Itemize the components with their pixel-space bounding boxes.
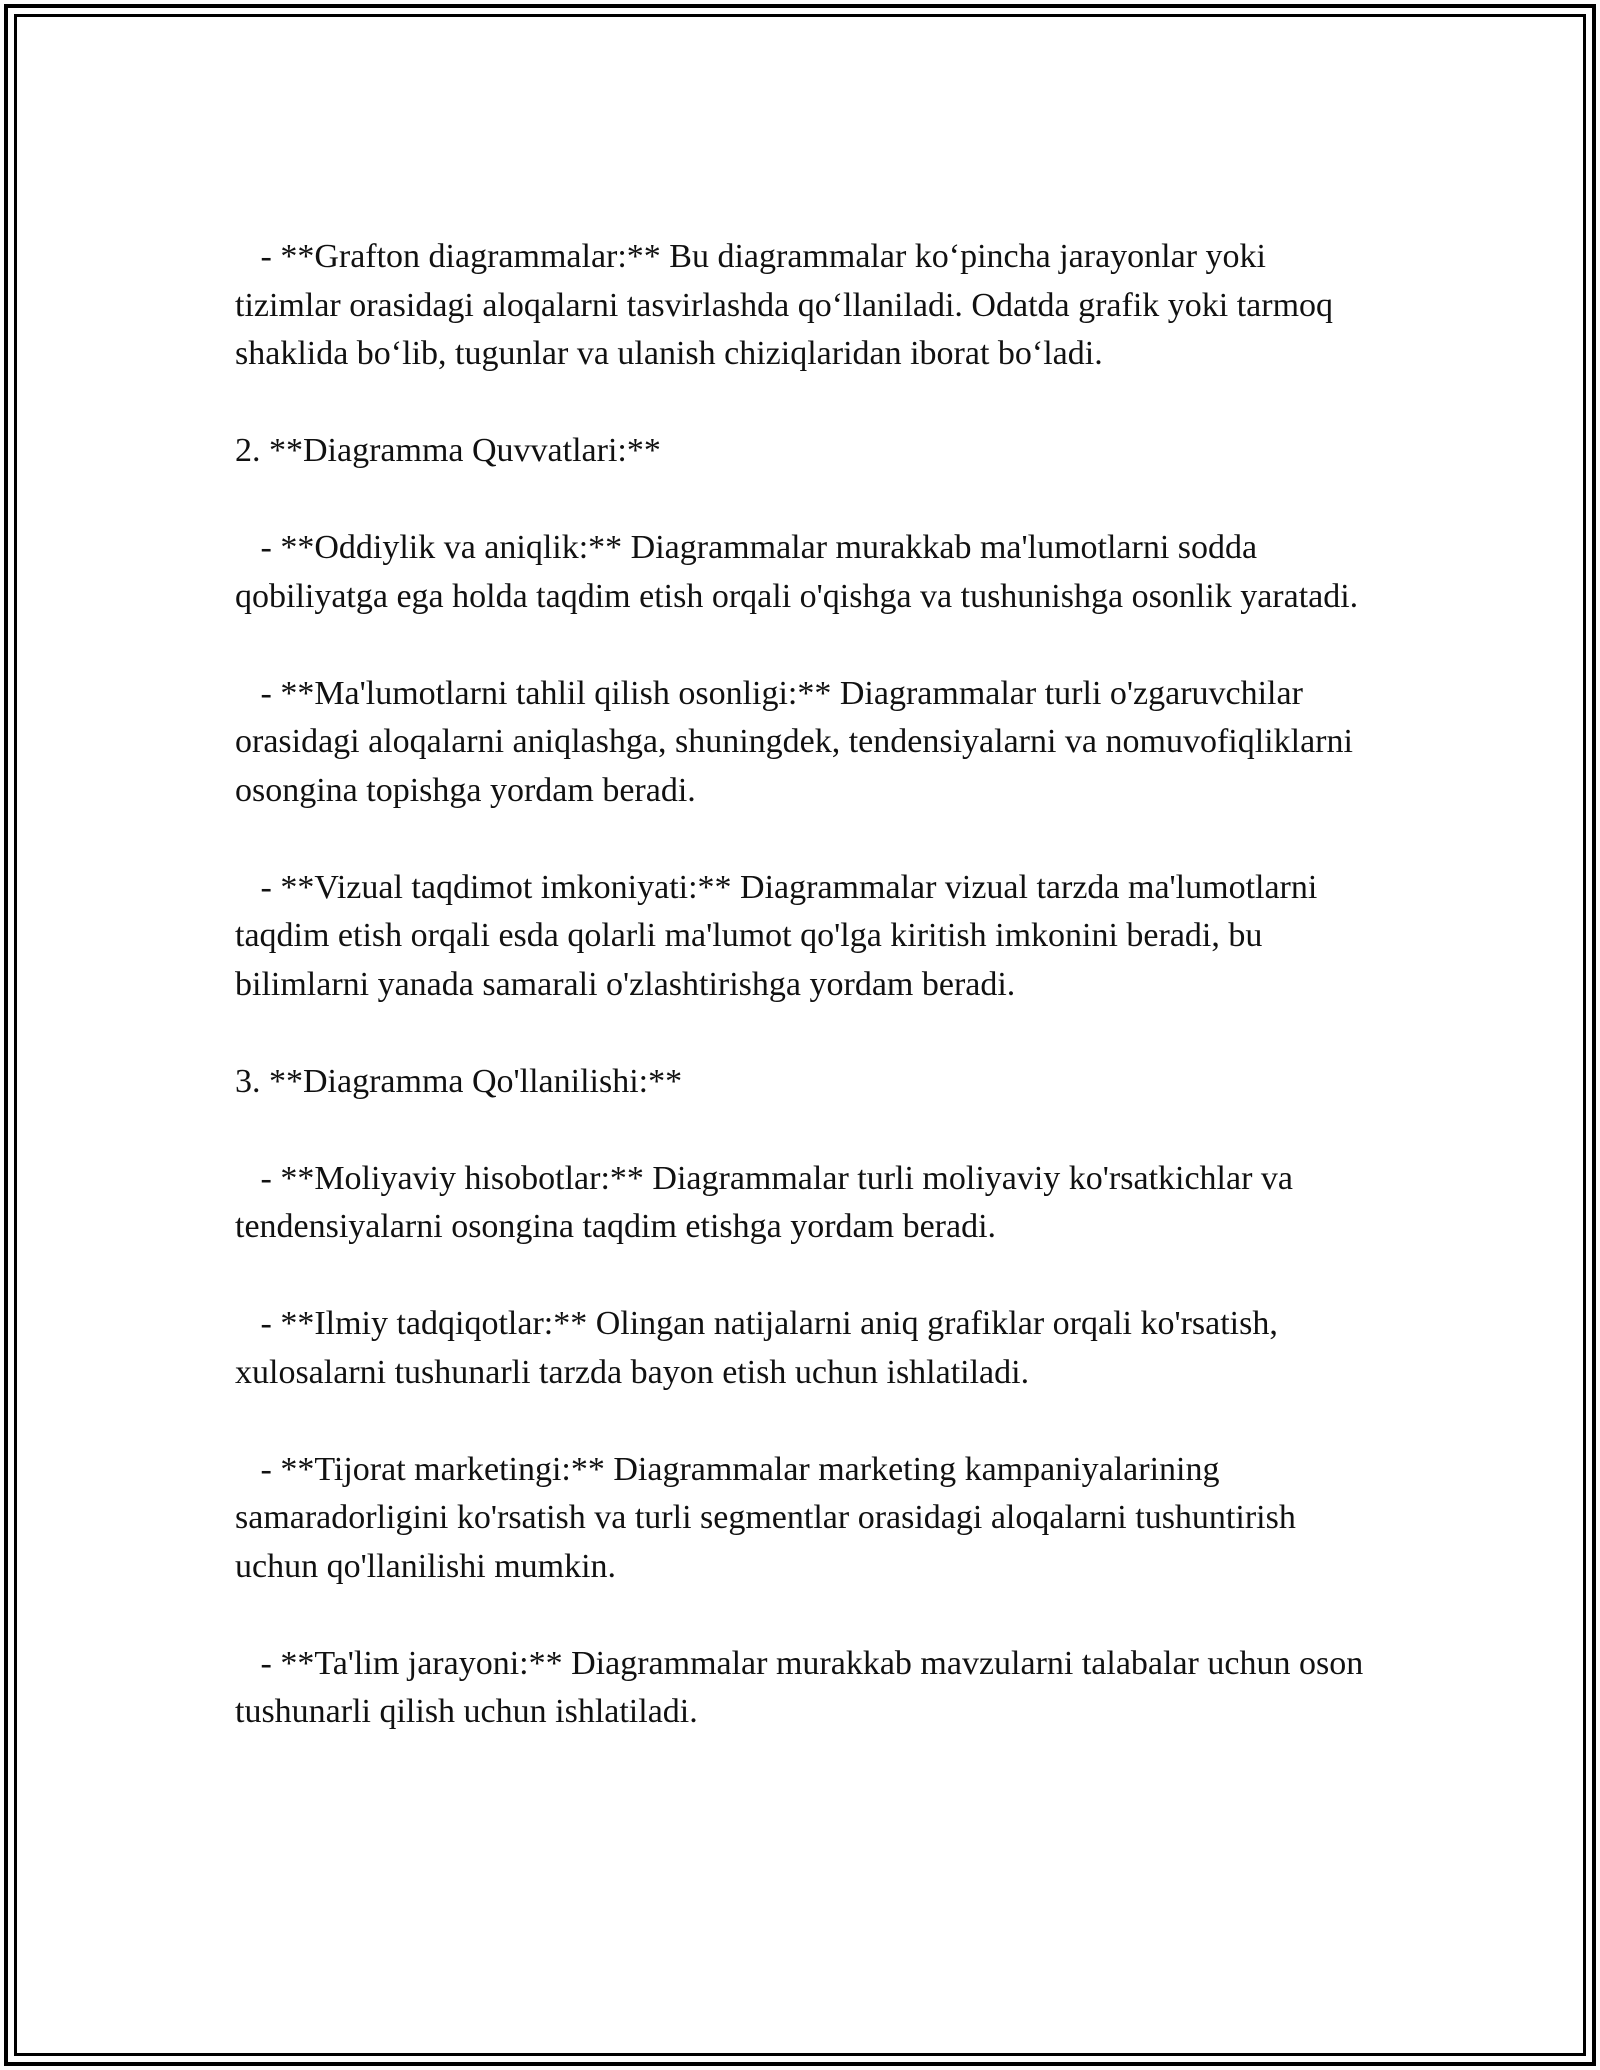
paragraph-data-analysis: - **Ma'lumotlarni tahlil qilish osonligi:** Diagrammalar turli o'zgaruvchilar orasidagi aloqalarni aniqlashga, shuningdek, tendensiyalarni va nomuvofiqliklarni osongina topishga yordam beradi. [235,674,1362,809]
paragraph-visual-presentation: - **Vizual taqdimot imkoniyati:** Diagrammalar vizual tarzda ma'lumotlarni taqdim etish orqali esda qolarli ma'lumot qo'lga kiritish imkonini beradi, bu bilimlarni yanada samarali o'zlashtirishga yordam beradi. [235,868,1326,1003]
paragraph-grafton-diagrams: - **Grafton diagrammalar:** Bu diagrammalar ko‘pincha jarayonlar yoki tizimlar orasidagi aloqalarni tasvirlashda qo‘llaniladi. Odatda grafik yoki tarmoq shaklida bo‘lib, tugunlar va ulanish chiziqlaridan iborat bo‘ladi. [235,238,1342,372]
document-body [235,233,1370,1737]
section-heading-strengths: 2. **Diagramma Quvvatlari:** [235,432,661,469]
section-heading-applications: 3. **Diagramma Qo'llanilishi:** [235,1062,683,1100]
paragraph-commercial-marketing: - **Tijorat marketingi:** Diagrammalar marketing kampaniyalarining samaradorligini ko'rsatish va turli segmentlar orasidagi aloqalarni tushuntirish uchun qo'llanilishi mumkin. [235,1450,1305,1585]
paragraph-simplicity: - **Oddiylik va aniqlik:** Diagrammalar murakkab ma'lumotlarni sodda qobiliyatga ega holda taqdim etish orqali o'qishga va tushunishga osonlik yaratadi. [235,529,1359,615]
paragraph-scientific-research: - **Ilmiy tadqiqotlar:** Olingan natijalarni aniq grafiklar orqali ko'rsatish, xulosalarni tushunarli tarzda bayon etish uchun ishlatiladi. [235,1305,1287,1391]
paragraph-financial-reports: - **Moliyaviy hisobotlar:** Diagrammalar turli moliyaviy ko'rsatkichlar va tendensiyalarni osongina taqdim etishga yordam beradi. [235,1159,1302,1245]
paragraph-education-process: - **Ta'lim jarayoni:** Diagrammalar murakkab mavzularni talabalar uchun oson tushunarli qilish uchun ishlatiladi. [235,1644,1372,1730]
